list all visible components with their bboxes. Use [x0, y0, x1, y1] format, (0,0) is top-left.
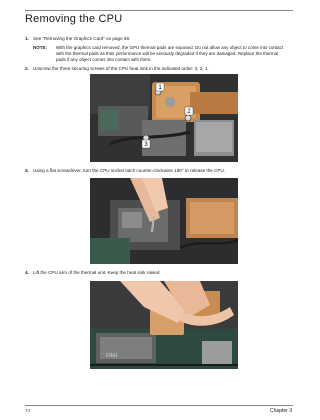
callout-1: [156, 83, 164, 91]
note-text: With the graphics card removed, the GPU thermal pads are exposed. Do not allow any object to come into contact with the thermal pads as their performance will be seriously degraded if they are damaged. Replace the thermal pads if any object comes into contact with them.: [56, 45, 284, 62]
step-2: [25, 66, 209, 72]
step-number: 3.: [25, 168, 29, 173]
step-4: [25, 270, 161, 276]
step-number: 2.: [25, 66, 29, 71]
step-number: 4.: [25, 270, 29, 275]
page-number: 74: [25, 408, 31, 413]
step-1: [25, 36, 130, 42]
lift-thermal-unit-photo: [90, 281, 238, 369]
svg-text:1: 1: [158, 85, 162, 91]
step-text: Lift the CPU arm of the thermal unit. Keep the heat sink raised.: [33, 270, 161, 275]
step-3: [25, 168, 225, 174]
cpu-latch-photo: [90, 178, 238, 264]
step-number: 1.: [25, 36, 29, 41]
svg-text:2: 2: [187, 109, 191, 115]
note-label: NOTE:: [33, 45, 47, 50]
step-text: See “Removing the Graphics Card” on page 59.: [33, 36, 131, 41]
note-block: [33, 45, 285, 62]
heatsink-screws-photo: [90, 74, 238, 162]
footer-rule: [25, 405, 293, 406]
page-title: Removing the CPU: [25, 13, 123, 25]
chip-marking-text: intel: [106, 353, 118, 359]
header-rule: [25, 10, 293, 11]
step-text: Unscrew the three securing screws of the CPU heat sink in the indicated order: 3, 2, 1.: [33, 66, 209, 71]
callout-2: [185, 107, 193, 115]
step-text: Using a flat screwdriver, turn the CPU socket latch counter-clockwise 180° to release the CPU.: [33, 168, 226, 173]
chapter-label: Chapter 3: [270, 408, 292, 414]
svg-text:3: 3: [144, 142, 148, 148]
callout-3: [142, 140, 150, 148]
